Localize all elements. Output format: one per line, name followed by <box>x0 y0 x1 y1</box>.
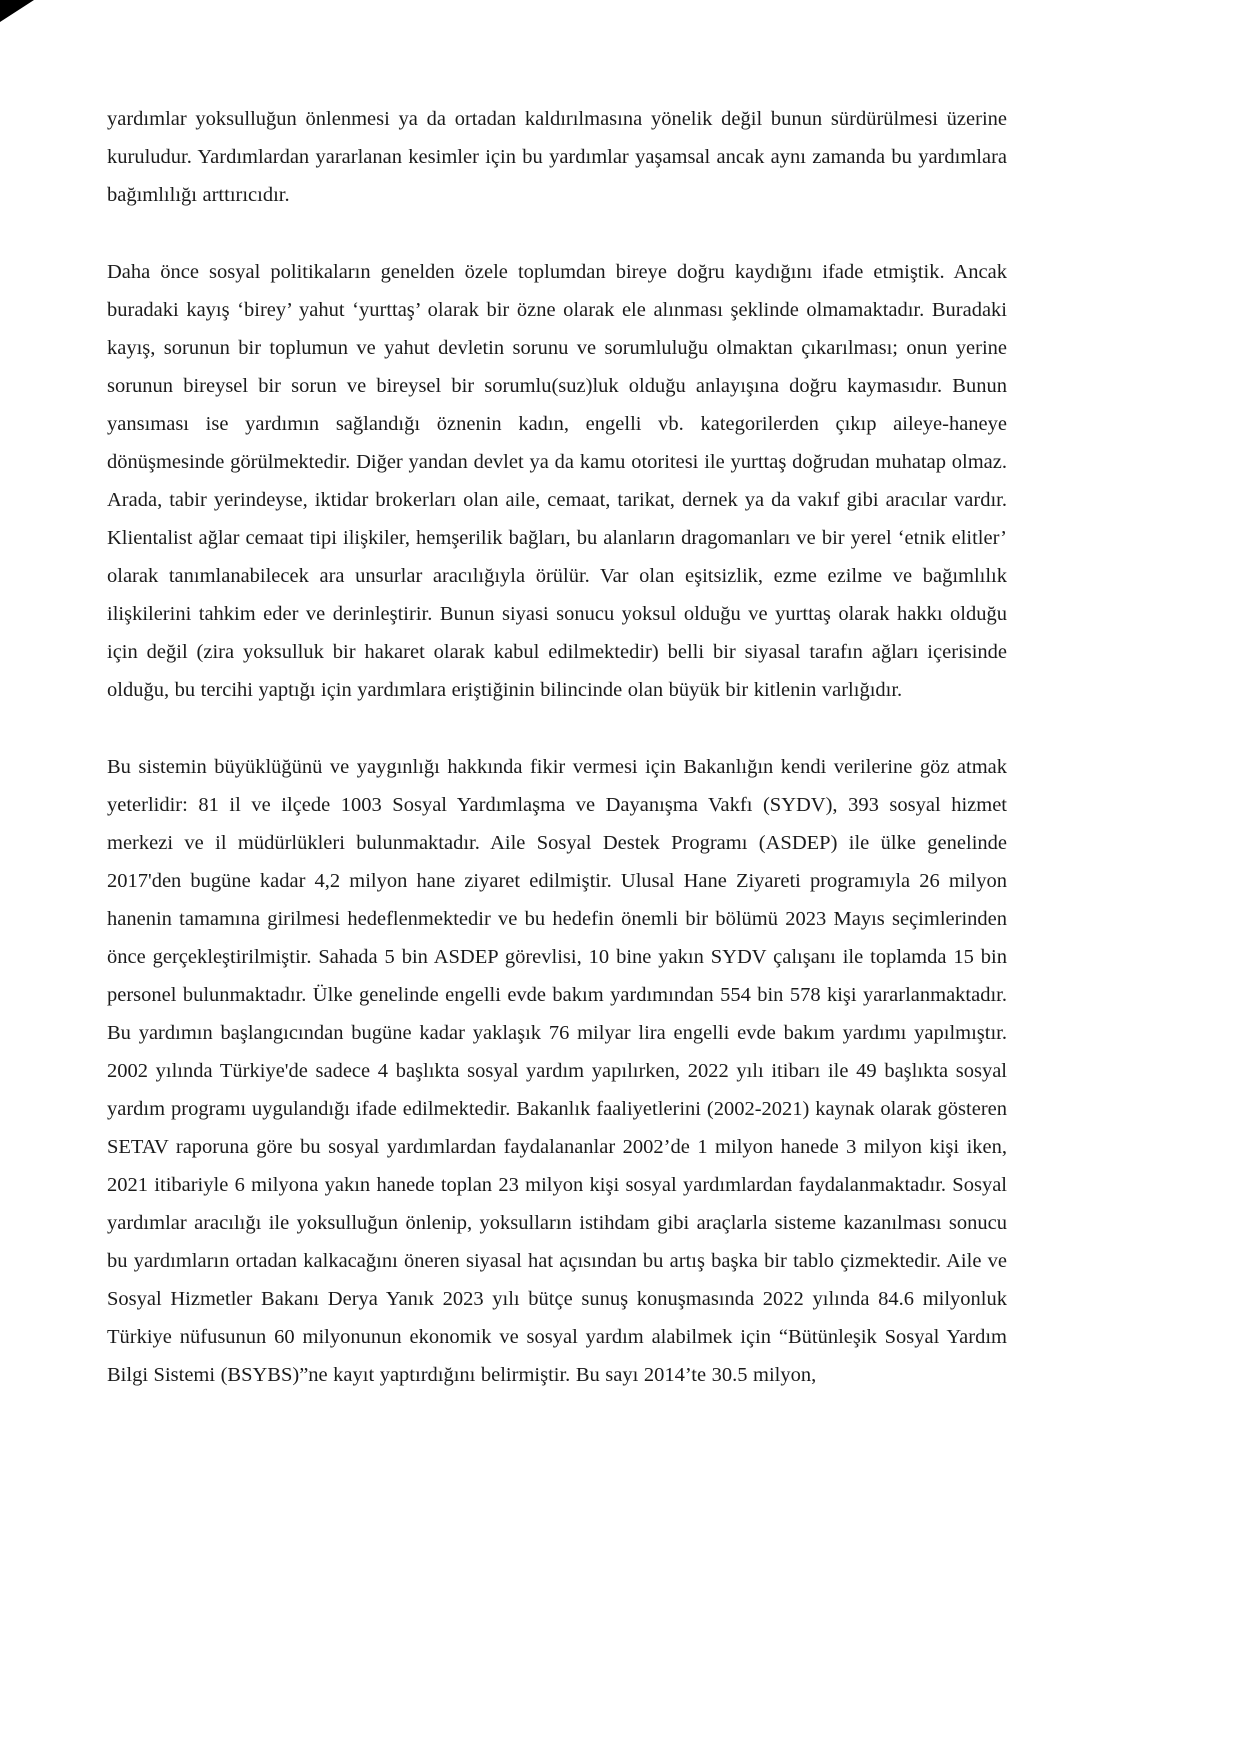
paragraph-3: Bu sistemin büyüklüğünü ve yaygınlığı hakkında fikir vermesi için Bakanlığın kendi verilerine göz atmak yeterlidir: 81 il ve ilçede 1003 Sosyal Yardımlaşma ve Dayanışma Vakfı (SYDV), 393 sosyal hizmet merkezi ve il müdürlükleri bulunmaktadır. Aile Sosyal Destek Programı (ASDEP) ile ülke genelinde 2017'den bugüne kadar 4,2 milyon hane ziyaret edilmiştir. Ulusal Hane Ziyareti programıyla 26 milyon hanenin tamamına girilmesi hedeflenmektedir ve bu hedefin önemli bir bölümü 2023 Mayıs seçimlerinden önce gerçekleştirilmiştir. Sahada 5 bin ASDEP görevlisi, 10 bine yakın SYDV çalışanı ile toplamda 15 bin personel bulunmaktadır. Ülke genelinde engelli evde bakım yardımından 554 bin 578 kişi yararlanmaktadır. Bu yardımın başlangıcından bugüne kadar yaklaşık 76 milyar lira engelli evde bakım yardımı yapılmıştır. 2002 yılında Türkiye'de sadece 4 başlıkta sosyal yardım yapılırken, 2022 yılı itibarı ile 49 başlıkta sosyal yardım programı uygulandığı ifade edilmektedir. Bakanlık faaliyetlerini (2002-2021) kaynak olarak gösteren SETAV raporuna göre bu sosyal yardımlardan faydalananlar 2002’de 1 milyon hanede 3 milyon kişi iken, 2021 itibariyle 6 milyona yakın hanede toplan 23 milyon kişi sosyal yardımlardan faydalanmaktadır. Sosyal yardımlar aracılığı ile yoksulluğun önlenip, yoksulların istihdam gibi araçlarla sisteme kazanılması sonucu bu yardımların ortadan kalkacağını öneren siyasal hat açısından bu artış başka bir tablo çizmektedir. Aile ve Sosyal Hizmetler Bakanı Derya Yanık 2023 yılı bütçe sunuş konuşmasında 2022 yılında 84.6 milyonluk Türkiye nüfusunun 60 milyonunun ekonomik ve sosyal yardım alabilmek için “Bütünleşik Sosyal Yardım Bilgi Sistemi (BSYBS)”ne kayıt yaptırdığını belirmiştir. Bu sayı 2014’te 30.5 milyon, <box>107 756 1007 1386</box>
document-text-block <box>107 100 1007 1394</box>
paragraph-2: Daha önce sosyal politikaların genelden özele toplumdan bireye doğru kaydığını ifade etmiştik. Ancak buradaki kayış ‘birey’ yahut ‘yurttaş’ olarak bir özne olarak ele alınması şeklinde olmamaktadır. Buradaki kayış, sorunun bir toplumun ve yahut devletin sorunu ve sorumluluğu olmaktan çıkarılması; onun yerine sorunun bireysel bir sorun ve bireysel bir sorumlu(suz)luk olduğu anlayışına doğru kaymasıdır. Bunun yansıması ise yardımın sağlandığı öznenin kadın, engelli vb. kategorilerden çıkıp aileye-haneye dönüşmesinde görülmektedir. Diğer yandan devlet ya da kamu otoritesi ile yurttaş doğrudan muhatap olmaz. Arada, tabir yerindeyse, iktidar brokerları olan aile, cemaat, tarikat, dernek ya da vakıf gibi aracılar vardır. Klientalist ağlar cemaat tipi ilişkiler, hemşerilik bağları, bu alanların dragomanları ve bir yerel ‘etnik elitler’ olarak tanımlanabilecek ara unsurlar aracılığıyla örülür. Var olan eşitsizlik, ezme ezilme ve bağımlılık ilişkilerini tahkim eder ve derinleştirir. Bunun siyasi sonucu yoksul olduğu ve yurttaş olarak hakkı olduğu için değil (zira yoksulluk bir hakaret olarak kabul edilmektedir) belli bir siyasal tarafın ağları içerisinde olduğu, bu tercihi yaptığı için yardımlara eriştiğinin bilincinde olan büyük bir kitlenin varlığıdır. <box>107 261 1007 701</box>
scan-corner-artifact-icon <box>0 0 34 22</box>
paragraph-1: yardımlar yoksulluğun önlenmesi ya da ortadan kaldırılmasına yönelik değil bunun sürdürülmesi üzerine kuruludur. Yardımlardan yararlanan kesimler için bu yardımlar yaşamsal ancak aynı zamanda bu yardımlara bağımlılığı arttırıcıdır. <box>107 108 1007 206</box>
